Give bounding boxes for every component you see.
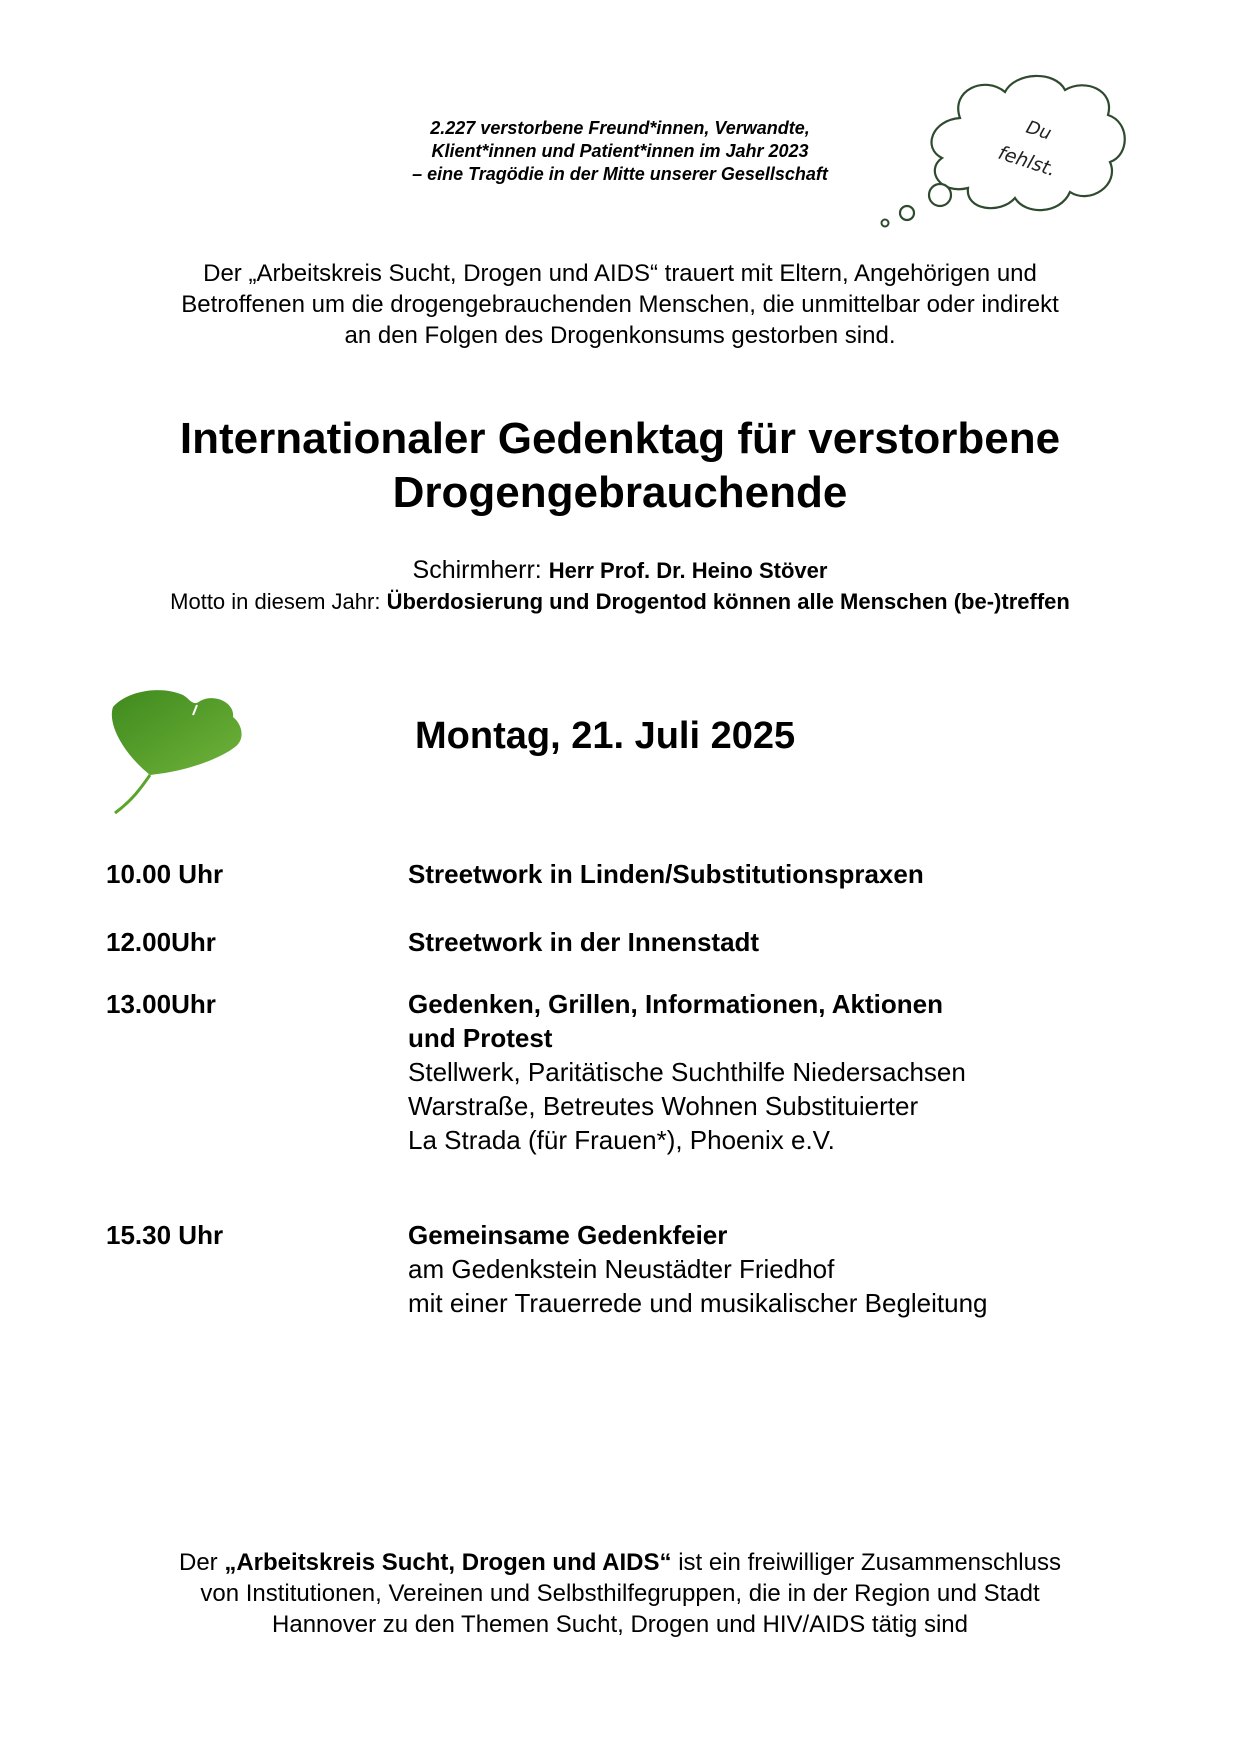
schedule-event-title: und Protest xyxy=(408,1023,553,1053)
footer-org-name: „Arbeitskreis Sucht, Drogen und AIDS“ xyxy=(224,1549,672,1576)
schedule-time: 13.00Uhr xyxy=(106,989,216,1019)
schedule-time: 15.30 Uhr xyxy=(106,1220,224,1250)
schedule-time: 12.00Uhr xyxy=(106,927,216,957)
page-title xyxy=(60,412,1180,520)
motto-label: Motto in diesem Jahr: xyxy=(170,589,381,614)
title-line-1: Internationaler Gedenktag für verstorbene xyxy=(179,414,1061,463)
schedule-time: 10.00 Uhr xyxy=(106,859,224,889)
schedule-event xyxy=(408,1218,988,1320)
intro-line-3: – eine Tragödie in der Mitte unserer Gesellschaft xyxy=(412,164,828,184)
schedule-event xyxy=(408,857,924,891)
footer-line-3: Hannover zu den Themen Sucht, Drogen und HIV/AIDS tätig sind xyxy=(272,1611,968,1638)
schedule-event-detail: Stellwerk, Paritätische Suchthilfe Niedersachsen xyxy=(408,1057,966,1087)
schedule-event xyxy=(408,925,759,959)
schedule-event-title: Gedenken, Grillen, Informationen, Aktionen xyxy=(408,989,943,1019)
ginkgo-leaf-icon xyxy=(105,685,255,815)
schedule-event-detail: mit einer Trauerrede und musikalischer Begleitung xyxy=(408,1288,988,1318)
mourning-line-2: Betroffenen um die drogengebrauchenden Menschen, die unmittelbar oder indirekt xyxy=(181,291,1059,318)
schedule-event-detail: Warstraße, Betreutes Wohnen Substituierter xyxy=(408,1091,919,1121)
patron-label: Schirmherr: xyxy=(412,556,542,584)
schedule-event-detail: am Gedenkstein Neustädter Friedhof xyxy=(408,1254,835,1284)
bubble-text-fehlst: fehlst. xyxy=(995,141,1059,182)
footer-suffix: ist ein freiwilliger Zusammenschluss xyxy=(671,1549,1061,1576)
schedule-event-title: Streetwork in Linden/Substitutionspraxen xyxy=(408,859,924,889)
intro-statement xyxy=(290,117,950,186)
schedule-event-title: Gemeinsame Gedenkfeier xyxy=(408,1220,728,1250)
schedule-event-title: Streetwork in der Innenstadt xyxy=(408,927,760,957)
footer-paragraph xyxy=(60,1547,1180,1640)
patron-line xyxy=(60,555,1180,586)
thought-bubble-icon xyxy=(880,70,1150,235)
footer-line-2: von Institutionen, Vereinen und Selbsthilfegruppen, die in der Region und Stadt xyxy=(200,1580,1040,1607)
schedule-event-detail: La Strada (für Frauen*), Phoenix e.V. xyxy=(408,1125,835,1155)
motto-text: Überdosierung und Drogentod können alle Menschen (be-)treffen xyxy=(386,589,1070,614)
title-line-2: Drogengebrauchende xyxy=(392,468,848,517)
intro-line-2: Klient*innen und Patient*innen im Jahr 2023 xyxy=(431,141,809,161)
footer-line-1 xyxy=(60,1547,1180,1578)
intro-line-1: 2.227 verstorbene Freund*innen, Verwandte, xyxy=(430,118,810,138)
mourning-line-1: Der „Arbeitskreis Sucht, Drogen und AIDS“ trauert mit Eltern, Angehörigen und xyxy=(203,260,1037,287)
footer-prefix: Der xyxy=(179,1549,225,1576)
mourning-line-3: an den Folgen des Drogenkonsums gestorben sind. xyxy=(344,322,896,349)
patron-name: Herr Prof. Dr. Heino Stöver xyxy=(548,558,828,583)
mourning-paragraph xyxy=(100,258,1140,351)
motto-line xyxy=(20,588,1220,616)
event-date: Montag, 21. Juli 2025 xyxy=(415,715,796,757)
schedule-event xyxy=(408,987,966,1157)
bubble-text-du: Du xyxy=(1023,116,1054,145)
